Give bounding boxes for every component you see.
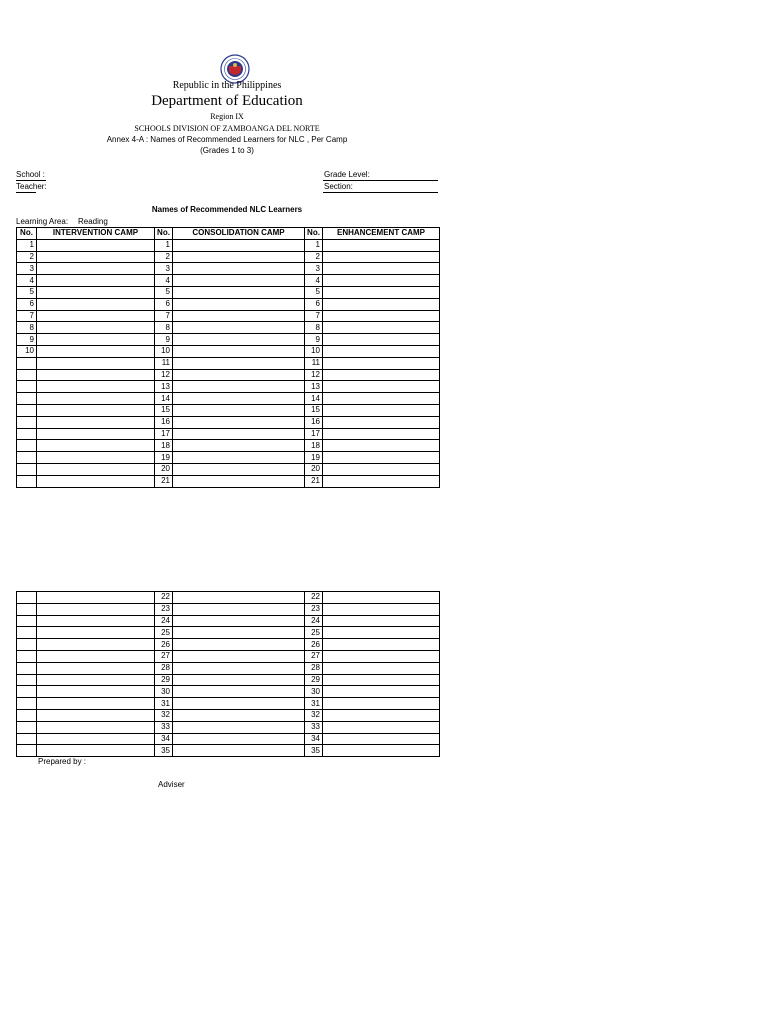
row-no-intervention bbox=[17, 615, 37, 627]
row-no-consolidation: 4 bbox=[155, 275, 173, 287]
row-no-consolidation: 16 bbox=[155, 416, 173, 428]
row-no-enhancement: 23 bbox=[305, 603, 323, 615]
row-no-intervention bbox=[17, 428, 37, 440]
consolidation-name-cell[interactable] bbox=[173, 239, 305, 251]
row-no-consolidation: 1 bbox=[155, 239, 173, 251]
row-no-enhancement: 10 bbox=[305, 345, 323, 357]
enhancement-name-cell[interactable] bbox=[323, 745, 440, 757]
row-no-consolidation: 32 bbox=[155, 709, 173, 721]
row-no-enhancement: 20 bbox=[305, 463, 323, 475]
intervention-name-cell[interactable] bbox=[37, 369, 155, 381]
row-no-intervention: 8 bbox=[17, 322, 37, 334]
school-underline bbox=[16, 180, 46, 181]
consolidation-name-cell[interactable] bbox=[173, 674, 305, 686]
consolidation-name-cell[interactable] bbox=[173, 298, 305, 310]
row-no-intervention bbox=[17, 393, 37, 405]
row-no-consolidation: 3 bbox=[155, 263, 173, 275]
consolidation-name-cell[interactable] bbox=[173, 639, 305, 651]
row-no-intervention bbox=[17, 721, 37, 733]
row-no-intervention bbox=[17, 627, 37, 639]
row-no-intervention: 1 bbox=[17, 239, 37, 251]
consolidation-name-cell[interactable] bbox=[173, 452, 305, 464]
intervention-name-cell[interactable] bbox=[37, 440, 155, 452]
row-no-enhancement: 34 bbox=[305, 733, 323, 745]
enhancement-name-cell[interactable] bbox=[323, 334, 440, 346]
row-no-intervention: 5 bbox=[17, 286, 37, 298]
consolidation-name-cell[interactable] bbox=[173, 745, 305, 757]
enhancement-name-cell[interactable] bbox=[323, 393, 440, 405]
table-row bbox=[17, 239, 440, 251]
row-no-enhancement: 4 bbox=[305, 275, 323, 287]
col-no-intervention: No. bbox=[17, 228, 37, 240]
consolidation-name-cell[interactable] bbox=[173, 404, 305, 416]
table-row bbox=[17, 452, 440, 464]
republic-line: Republic in the Philippines bbox=[172, 80, 282, 91]
enhancement-name-cell[interactable] bbox=[323, 357, 440, 369]
row-no-intervention bbox=[17, 440, 37, 452]
table-row bbox=[17, 686, 440, 698]
intervention-name-cell[interactable] bbox=[37, 627, 155, 639]
row-no-enhancement: 30 bbox=[305, 686, 323, 698]
row-no-consolidation: 19 bbox=[155, 452, 173, 464]
intervention-name-cell[interactable] bbox=[37, 709, 155, 721]
row-no-enhancement: 35 bbox=[305, 745, 323, 757]
row-no-intervention bbox=[17, 416, 37, 428]
row-no-enhancement: 2 bbox=[305, 251, 323, 263]
intervention-name-cell[interactable] bbox=[37, 592, 155, 604]
row-no-enhancement: 14 bbox=[305, 393, 323, 405]
section-label: Section: bbox=[324, 182, 353, 191]
consolidation-name-cell[interactable] bbox=[173, 334, 305, 346]
enhancement-name-cell[interactable] bbox=[323, 662, 440, 674]
table-row bbox=[17, 404, 440, 416]
enhancement-name-cell[interactable] bbox=[323, 416, 440, 428]
enhancement-name-cell[interactable] bbox=[323, 615, 440, 627]
table-row bbox=[17, 709, 440, 721]
table-header-row bbox=[17, 228, 440, 240]
enhancement-name-cell[interactable] bbox=[323, 345, 440, 357]
learning-area-value: Reading bbox=[78, 217, 108, 226]
row-no-enhancement: 25 bbox=[305, 627, 323, 639]
table-row bbox=[17, 416, 440, 428]
intervention-name-cell[interactable] bbox=[37, 475, 155, 487]
intervention-name-cell[interactable] bbox=[37, 381, 155, 393]
row-no-consolidation: 26 bbox=[155, 639, 173, 651]
row-no-consolidation: 20 bbox=[155, 463, 173, 475]
learning-area-label: Learning Area: bbox=[16, 217, 69, 226]
consolidation-name-cell[interactable] bbox=[173, 286, 305, 298]
row-no-enhancement: 15 bbox=[305, 404, 323, 416]
table-row bbox=[17, 298, 440, 310]
row-no-enhancement: 9 bbox=[305, 334, 323, 346]
table-row bbox=[17, 650, 440, 662]
enhancement-name-cell[interactable] bbox=[323, 251, 440, 263]
intervention-name-cell[interactable] bbox=[37, 615, 155, 627]
intervention-name-cell[interactable] bbox=[37, 416, 155, 428]
row-no-enhancement: 29 bbox=[305, 674, 323, 686]
consolidation-name-cell[interactable] bbox=[173, 369, 305, 381]
intervention-name-cell[interactable] bbox=[37, 428, 155, 440]
row-no-consolidation: 10 bbox=[155, 345, 173, 357]
table-row bbox=[17, 721, 440, 733]
row-no-consolidation: 33 bbox=[155, 721, 173, 733]
row-no-enhancement: 26 bbox=[305, 639, 323, 651]
row-no-intervention bbox=[17, 404, 37, 416]
region-line: Region IX bbox=[210, 112, 244, 121]
enhancement-name-cell[interactable] bbox=[323, 698, 440, 710]
row-no-consolidation: 7 bbox=[155, 310, 173, 322]
annex-line: Annex 4-A : Names of Recommended Learners for NLC , Per Camp bbox=[106, 135, 348, 144]
intervention-name-cell[interactable] bbox=[37, 721, 155, 733]
row-no-enhancement: 6 bbox=[305, 298, 323, 310]
row-no-enhancement: 7 bbox=[305, 310, 323, 322]
row-no-intervention: 7 bbox=[17, 310, 37, 322]
row-no-consolidation: 2 bbox=[155, 251, 173, 263]
enhancement-name-cell[interactable] bbox=[323, 709, 440, 721]
row-no-enhancement: 27 bbox=[305, 650, 323, 662]
table-row bbox=[17, 698, 440, 710]
table-row bbox=[17, 369, 440, 381]
enhancement-name-cell[interactable] bbox=[323, 733, 440, 745]
row-no-consolidation: 34 bbox=[155, 733, 173, 745]
row-no-intervention: 2 bbox=[17, 251, 37, 263]
row-no-enhancement: 8 bbox=[305, 322, 323, 334]
intervention-name-cell[interactable] bbox=[37, 674, 155, 686]
row-no-consolidation: 6 bbox=[155, 298, 173, 310]
consolidation-name-cell[interactable] bbox=[173, 428, 305, 440]
table-row bbox=[17, 733, 440, 745]
row-no-consolidation: 23 bbox=[155, 603, 173, 615]
consolidation-name-cell[interactable] bbox=[173, 322, 305, 334]
row-no-consolidation: 22 bbox=[155, 592, 173, 604]
row-no-intervention: 3 bbox=[17, 263, 37, 275]
table-row bbox=[17, 345, 440, 357]
col-enhancement-camp: ENHANCEMENT CAMP bbox=[323, 228, 440, 240]
intervention-name-cell[interactable] bbox=[37, 239, 155, 251]
row-no-intervention bbox=[17, 662, 37, 674]
row-no-enhancement: 31 bbox=[305, 698, 323, 710]
row-no-enhancement: 18 bbox=[305, 440, 323, 452]
row-no-consolidation: 14 bbox=[155, 393, 173, 405]
row-no-intervention bbox=[17, 452, 37, 464]
enhancement-name-cell[interactable] bbox=[323, 475, 440, 487]
table-row bbox=[17, 463, 440, 475]
row-no-intervention bbox=[17, 650, 37, 662]
enhancement-name-cell[interactable] bbox=[323, 404, 440, 416]
consolidation-name-cell[interactable] bbox=[173, 263, 305, 275]
enhancement-name-cell[interactable] bbox=[323, 310, 440, 322]
row-no-intervention bbox=[17, 357, 37, 369]
adviser-label: Adviser bbox=[158, 780, 185, 789]
learners-table-page1 bbox=[16, 227, 440, 488]
table-title: Names of Recommended NLC Learners bbox=[151, 205, 303, 214]
row-no-intervention: 6 bbox=[17, 298, 37, 310]
row-no-intervention bbox=[17, 745, 37, 757]
col-consolidation-camp: CONSOLIDATION CAMP bbox=[173, 228, 305, 240]
intervention-name-cell[interactable] bbox=[37, 686, 155, 698]
table-row bbox=[17, 603, 440, 615]
consolidation-name-cell[interactable] bbox=[173, 416, 305, 428]
school-label: School : bbox=[16, 170, 45, 179]
row-no-intervention bbox=[17, 475, 37, 487]
row-no-consolidation: 30 bbox=[155, 686, 173, 698]
intervention-name-cell[interactable] bbox=[37, 275, 155, 287]
enhancement-name-cell[interactable] bbox=[323, 381, 440, 393]
row-no-intervention bbox=[17, 463, 37, 475]
row-no-enhancement: 16 bbox=[305, 416, 323, 428]
consolidation-name-cell[interactable] bbox=[173, 709, 305, 721]
table-row bbox=[17, 428, 440, 440]
row-no-consolidation: 31 bbox=[155, 698, 173, 710]
enhancement-name-cell[interactable] bbox=[323, 440, 440, 452]
teacher-underline bbox=[16, 192, 36, 193]
enhancement-name-cell[interactable] bbox=[323, 286, 440, 298]
intervention-name-cell[interactable] bbox=[37, 298, 155, 310]
row-no-enhancement: 21 bbox=[305, 475, 323, 487]
row-no-enhancement: 33 bbox=[305, 721, 323, 733]
intervention-name-cell[interactable] bbox=[37, 463, 155, 475]
row-no-intervention bbox=[17, 603, 37, 615]
row-no-enhancement: 19 bbox=[305, 452, 323, 464]
prepared-by-label: Prepared by : bbox=[38, 757, 87, 766]
consolidation-name-cell[interactable] bbox=[173, 650, 305, 662]
row-no-enhancement: 32 bbox=[305, 709, 323, 721]
row-no-consolidation: 28 bbox=[155, 662, 173, 674]
table-row bbox=[17, 334, 440, 346]
row-no-consolidation: 27 bbox=[155, 650, 173, 662]
division-line: SCHOOLS DIVISION OF ZAMBOANGA DEL NORTE bbox=[134, 124, 320, 133]
table-row bbox=[17, 627, 440, 639]
enhancement-name-cell[interactable] bbox=[323, 369, 440, 381]
intervention-name-cell[interactable] bbox=[37, 322, 155, 334]
table-row bbox=[17, 263, 440, 275]
consolidation-name-cell[interactable] bbox=[173, 310, 305, 322]
row-no-intervention bbox=[17, 686, 37, 698]
enhancement-name-cell[interactable] bbox=[323, 674, 440, 686]
consolidation-name-cell[interactable] bbox=[173, 345, 305, 357]
grades-line: (Grades 1 to 3) bbox=[200, 146, 254, 155]
row-no-intervention bbox=[17, 381, 37, 393]
table-row bbox=[17, 639, 440, 651]
row-no-consolidation: 35 bbox=[155, 745, 173, 757]
row-no-consolidation: 13 bbox=[155, 381, 173, 393]
row-no-intervention bbox=[17, 639, 37, 651]
consolidation-name-cell[interactable] bbox=[173, 592, 305, 604]
enhancement-name-cell[interactable] bbox=[323, 322, 440, 334]
enhancement-name-cell[interactable] bbox=[323, 275, 440, 287]
grade-level-label: Grade Level: bbox=[324, 170, 370, 179]
row-no-consolidation: 18 bbox=[155, 440, 173, 452]
table-row bbox=[17, 475, 440, 487]
col-intervention-camp: INTERVENTION CAMP bbox=[37, 228, 155, 240]
enhancement-name-cell[interactable] bbox=[323, 239, 440, 251]
table-row bbox=[17, 615, 440, 627]
row-no-consolidation: 5 bbox=[155, 286, 173, 298]
consolidation-name-cell[interactable] bbox=[173, 251, 305, 263]
row-no-enhancement: 22 bbox=[305, 592, 323, 604]
row-no-consolidation: 11 bbox=[155, 357, 173, 369]
table-row bbox=[17, 674, 440, 686]
consolidation-name-cell[interactable] bbox=[173, 393, 305, 405]
intervention-name-cell[interactable] bbox=[37, 345, 155, 357]
consolidation-name-cell[interactable] bbox=[173, 627, 305, 639]
consolidation-name-cell[interactable] bbox=[173, 381, 305, 393]
enhancement-name-cell[interactable] bbox=[323, 639, 440, 651]
intervention-name-cell[interactable] bbox=[37, 662, 155, 674]
department-title: Department of Education bbox=[151, 93, 303, 109]
consolidation-name-cell[interactable] bbox=[173, 662, 305, 674]
table-row bbox=[17, 745, 440, 757]
row-no-consolidation: 25 bbox=[155, 627, 173, 639]
row-no-enhancement: 13 bbox=[305, 381, 323, 393]
row-no-enhancement: 12 bbox=[305, 369, 323, 381]
intervention-name-cell[interactable] bbox=[37, 733, 155, 745]
intervention-name-cell[interactable] bbox=[37, 393, 155, 405]
row-no-enhancement: 5 bbox=[305, 286, 323, 298]
col-no-consolidation: No. bbox=[155, 228, 173, 240]
row-no-consolidation: 17 bbox=[155, 428, 173, 440]
table-row bbox=[17, 592, 440, 604]
grade-level-underline bbox=[323, 180, 438, 181]
row-no-consolidation: 12 bbox=[155, 369, 173, 381]
consolidation-name-cell[interactable] bbox=[173, 440, 305, 452]
consolidation-name-cell[interactable] bbox=[173, 357, 305, 369]
consolidation-name-cell[interactable] bbox=[173, 475, 305, 487]
row-no-intervention bbox=[17, 733, 37, 745]
table-row bbox=[17, 275, 440, 287]
enhancement-name-cell[interactable] bbox=[323, 627, 440, 639]
row-no-consolidation: 21 bbox=[155, 475, 173, 487]
intervention-name-cell[interactable] bbox=[37, 650, 155, 662]
consolidation-name-cell[interactable] bbox=[173, 615, 305, 627]
intervention-name-cell[interactable] bbox=[37, 452, 155, 464]
enhancement-name-cell[interactable] bbox=[323, 603, 440, 615]
enhancement-name-cell[interactable] bbox=[323, 650, 440, 662]
table-row bbox=[17, 381, 440, 393]
row-no-enhancement: 11 bbox=[305, 357, 323, 369]
table-row bbox=[17, 251, 440, 263]
row-no-consolidation: 29 bbox=[155, 674, 173, 686]
row-no-intervention bbox=[17, 698, 37, 710]
enhancement-name-cell[interactable] bbox=[323, 452, 440, 464]
table-row bbox=[17, 440, 440, 452]
row-no-intervention bbox=[17, 592, 37, 604]
row-no-enhancement: 17 bbox=[305, 428, 323, 440]
row-no-intervention bbox=[17, 369, 37, 381]
intervention-name-cell[interactable] bbox=[37, 263, 155, 275]
intervention-name-cell[interactable] bbox=[37, 310, 155, 322]
row-no-intervention bbox=[17, 709, 37, 721]
intervention-name-cell[interactable] bbox=[37, 745, 155, 757]
intervention-name-cell[interactable] bbox=[37, 286, 155, 298]
table-row bbox=[17, 322, 440, 334]
table-row bbox=[17, 662, 440, 674]
intervention-name-cell[interactable] bbox=[37, 639, 155, 651]
row-no-intervention: 10 bbox=[17, 345, 37, 357]
row-no-intervention bbox=[17, 674, 37, 686]
enhancement-name-cell[interactable] bbox=[323, 686, 440, 698]
row-no-enhancement: 24 bbox=[305, 615, 323, 627]
consolidation-name-cell[interactable] bbox=[173, 733, 305, 745]
enhancement-name-cell[interactable] bbox=[323, 463, 440, 475]
enhancement-name-cell[interactable] bbox=[323, 721, 440, 733]
intervention-name-cell[interactable] bbox=[37, 698, 155, 710]
consolidation-name-cell[interactable] bbox=[173, 721, 305, 733]
intervention-name-cell[interactable] bbox=[37, 357, 155, 369]
row-no-enhancement: 1 bbox=[305, 239, 323, 251]
row-no-intervention: 4 bbox=[17, 275, 37, 287]
enhancement-name-cell[interactable] bbox=[323, 592, 440, 604]
row-no-enhancement: 28 bbox=[305, 662, 323, 674]
consolidation-name-cell[interactable] bbox=[173, 698, 305, 710]
row-no-consolidation: 15 bbox=[155, 404, 173, 416]
section-underline bbox=[323, 192, 438, 193]
intervention-name-cell[interactable] bbox=[37, 404, 155, 416]
intervention-name-cell[interactable] bbox=[37, 334, 155, 346]
row-no-intervention: 9 bbox=[17, 334, 37, 346]
row-no-consolidation: 8 bbox=[155, 322, 173, 334]
table-row bbox=[17, 393, 440, 405]
consolidation-name-cell[interactable] bbox=[173, 463, 305, 475]
row-no-consolidation: 24 bbox=[155, 615, 173, 627]
table-row bbox=[17, 286, 440, 298]
consolidation-name-cell[interactable] bbox=[173, 603, 305, 615]
consolidation-name-cell[interactable] bbox=[173, 686, 305, 698]
table-row bbox=[17, 310, 440, 322]
col-no-enhancement: No. bbox=[305, 228, 323, 240]
learners-table-page2 bbox=[16, 591, 440, 757]
enhancement-name-cell[interactable] bbox=[323, 428, 440, 440]
table-row bbox=[17, 357, 440, 369]
intervention-name-cell[interactable] bbox=[37, 603, 155, 615]
enhancement-name-cell[interactable] bbox=[323, 263, 440, 275]
intervention-name-cell[interactable] bbox=[37, 251, 155, 263]
row-no-consolidation: 9 bbox=[155, 334, 173, 346]
row-no-enhancement: 3 bbox=[305, 263, 323, 275]
teacher-label: Teacher: bbox=[16, 182, 47, 191]
consolidation-name-cell[interactable] bbox=[173, 275, 305, 287]
enhancement-name-cell[interactable] bbox=[323, 298, 440, 310]
